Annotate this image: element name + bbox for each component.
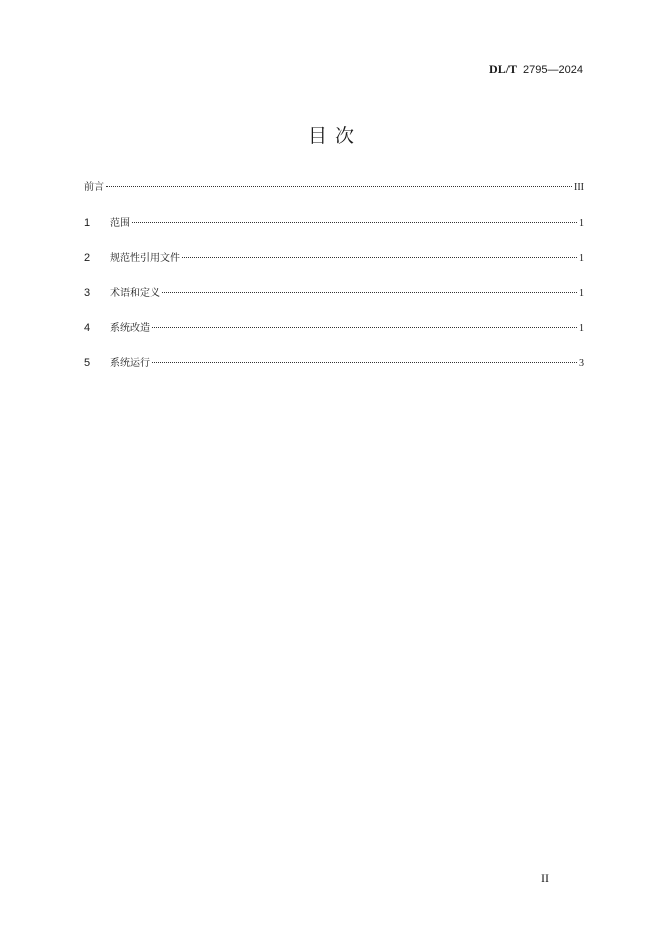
toc-entry-terms-definitions[interactable] — [84, 285, 584, 301]
toc-entry-page: 1 — [579, 323, 584, 334]
toc-entry-label: 规范性引用文件 — [110, 253, 180, 264]
toc-entry-label: 系统运行 — [110, 358, 150, 369]
page-number: II — [541, 871, 549, 885]
toc-dot-leader — [152, 362, 577, 363]
toc-dot-leader — [132, 222, 577, 223]
toc-entry-number: 2 — [84, 252, 91, 264]
toc-entry-number: 1 — [84, 217, 91, 229]
page-title: 目次 — [307, 125, 362, 147]
toc-entry-number: 4 — [84, 322, 91, 334]
toc-dot-leader — [106, 186, 572, 187]
toc-entry-number: 5 — [84, 357, 91, 369]
standard-code — [489, 62, 583, 77]
toc-dot-leader — [182, 257, 577, 258]
toc-entry-page: 3 — [579, 358, 584, 369]
toc-entry-page: 1 — [579, 288, 584, 299]
toc-entry-foreword[interactable] — [84, 180, 584, 196]
toc-entry-label: 范围 — [110, 218, 130, 229]
toc-entry-system-retrofit[interactable] — [84, 320, 584, 336]
toc-entry-normative-references[interactable] — [84, 250, 584, 266]
standard-prefix: DL/T — [489, 62, 518, 76]
toc-entry-page: 1 — [579, 253, 584, 264]
toc-entry-number: 3 — [84, 287, 91, 299]
toc-dot-leader — [162, 292, 577, 293]
toc-entry-label: 前言 — [84, 182, 104, 193]
standard-number: 2795—2024 — [523, 64, 583, 76]
toc-entry-scope[interactable] — [84, 215, 584, 231]
toc-dot-leader — [152, 327, 577, 328]
toc-entry-page: III — [574, 182, 584, 193]
toc-entry-page: 1 — [579, 218, 584, 229]
toc-entry-label: 系统改造 — [110, 323, 150, 334]
toc-entry-system-operation[interactable] — [84, 355, 584, 371]
toc-entry-label: 术语和定义 — [110, 288, 160, 299]
